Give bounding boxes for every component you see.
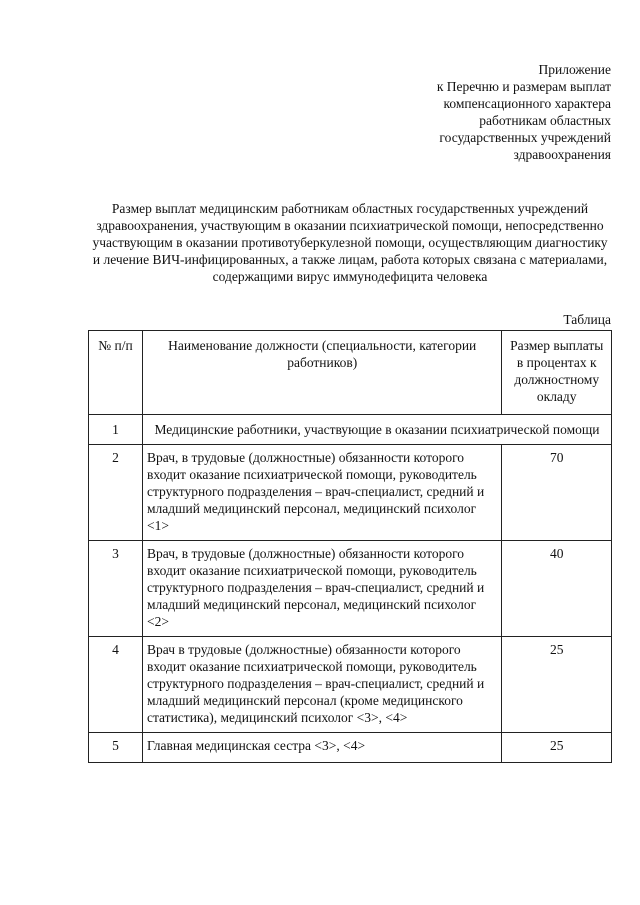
appendix-note xyxy=(351,61,611,163)
table-row xyxy=(89,445,612,541)
header-num: № п/п xyxy=(89,331,143,415)
row-position: Главная медицинская сестра <3>, <4> xyxy=(142,733,501,763)
header-position: Наименование должности (специальности, категории работников) xyxy=(142,331,501,415)
appendix-line: Приложение xyxy=(538,62,611,77)
row-num: 2 xyxy=(89,445,143,541)
row-position: Врач в трудовые (должностные) обязанности которого входит оказание психиатрической помощи, руководитель структурного подразделения – врач-специалист, средний и младший медицинский персонал (кроме медицинского статистика), медицинский психолог <3>, <4> xyxy=(142,637,501,733)
appendix-line: к Перечню и размерам выплат xyxy=(436,79,611,94)
table-row xyxy=(89,733,612,763)
row-num: 5 xyxy=(89,733,143,763)
row-position: Врач, в трудовые (должностные) обязанности которого входит оказание психиатрической помощи, руководитель структурного подразделения – врач-специалист, средний и младший медицинский персонал, медицинский психолог <1> xyxy=(142,445,501,541)
payments-table xyxy=(88,330,612,763)
group-title: Медицинские работники, участвующие в оказании психиатрической помощи xyxy=(142,415,611,445)
row-payment: 40 xyxy=(502,541,612,637)
table-group-row xyxy=(89,415,612,445)
appendix-line: государственных учреждений xyxy=(439,130,611,145)
table-header-row xyxy=(89,331,612,415)
row-payment: 70 xyxy=(502,445,612,541)
row-payment: 25 xyxy=(502,637,612,733)
row-num: 3 xyxy=(89,541,143,637)
appendix-line: работникам областных xyxy=(479,113,611,128)
row-payment: 25 xyxy=(502,733,612,763)
appendix-line: компенсационного характера xyxy=(443,96,611,111)
row-num: 1 xyxy=(89,415,143,445)
document-title: Размер выплат медицинским работникам областных государственных учреждений здравоохранения, участвующим в оказании психиатрической помощи, непосредственно участвующим в оказании противотуберкулезной помощи, осуществляющим диагностику и лечение ВИЧ-инфицированных, а также лицам, работа которых связана с материалами, содержащими вирус иммунодефицита человека xyxy=(92,201,608,284)
table-row xyxy=(89,541,612,637)
row-position: Врач, в трудовые (должностные) обязанности которого входит оказание психиатрической помощи, руководитель структурного подразделения – врач-специалист, средний и младший медицинский персонал, медицинский психолог <2> xyxy=(142,541,501,637)
header-payment-size: Размер выплаты в процентах к должностному окладу xyxy=(502,331,612,415)
appendix-line: здравоохранения xyxy=(513,147,611,162)
table-row xyxy=(89,637,612,733)
row-num: 4 xyxy=(89,637,143,733)
table-label: Таблица xyxy=(563,312,611,327)
